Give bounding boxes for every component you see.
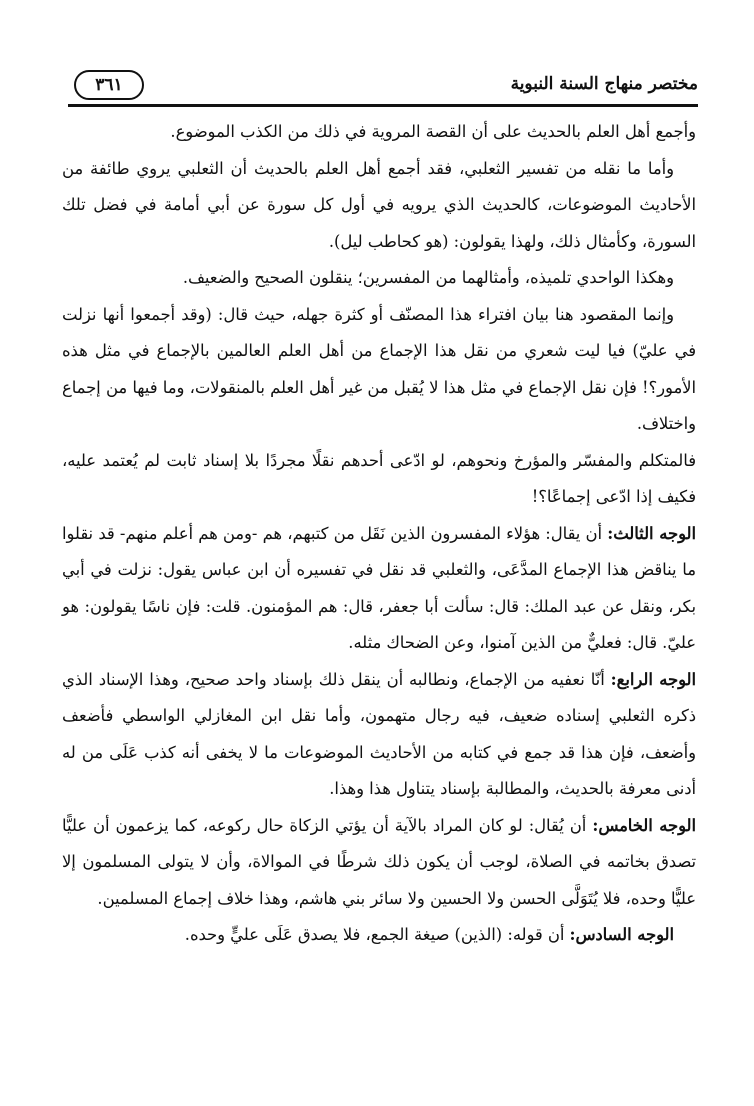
paragraph-text: وهكذا الواحدي تلميذه، وأمثالهما من المفسرين؛ ينقلون الصحيح والضعيف. — [182, 268, 674, 287]
paragraph — [62, 917, 696, 954]
page-number-badge: ٣٦١ — [74, 70, 144, 100]
paragraph-lead: الوجه الثالث: — [607, 523, 696, 543]
paragraph-text: أن قوله: (الذين) صيغة الجمع، فلا يصدق عَلَى عليٍّ وحده. — [184, 925, 570, 944]
paragraph-text: أنّا نعفيه من الإجماع، ونطالبه أن ينقل ذلك بإسناد واحد صحيح، وهذا الإسناد الذي ذكره الثعلبي إسناده ضعيف، فيه رجال متهمون، وأما نقل ابن المغازلي الواسطي فأضعف وأضعف، فإن هذا قد جمع في كتابه من الأحاديث الموضوعات ما لا يخفى أنه كذب عَلَى من له أدنى معرفة بالحديث، والمطالبة بإسناد يتناول هذا وهذا. — [62, 669, 696, 798]
paragraph — [62, 662, 696, 808]
paragraph — [62, 260, 696, 297]
page-header — [74, 68, 698, 108]
paragraph-text: وإنما المقصود هنا بيان افتراء هذا المصنّف أو كثرة جهله، حيث قال: (وقد أجمعوا أنها نزلت في عليّ) فيا ليت شعري من نقل هذا الإجماع من أهل العلم العالمين بالإجماع في مثل هذه الأمور؟! فإن نقل الإجماع في مثل هذا لا يُقبل من غير أهل العلم بالمنقولات، وما فيها من إجماع واختلاف. — [62, 304, 696, 433]
paragraph-lead: الوجه السادس: — [569, 925, 674, 944]
paragraph-text: فالمتكلم والمفسّر والمؤرخ ونحوهم، لو ادّعى أحدهم نقلًا مجردًا بلا إسناد ثابت لم يُعتمد عليه، فكيف إذا ادّعى إجماعًا؟! — [62, 450, 696, 506]
paragraph — [62, 808, 696, 918]
paragraph-text: وأما ما نقله من تفسير الثعلبي، فقد أجمع أهل العلم بالحديث أن الثعلبي يروي طائفة من الأحاديث الموضوعات، كالحديث الذي يرويه في أول كل سورة عن أبي أمامة في فضل تلك السورة، وكأمثال ذلك، ولهذا يقولون: (هو كحاطب ليل). — [62, 158, 696, 251]
body-text — [62, 114, 696, 954]
paragraph-lead: الوجه الرابع: — [610, 669, 696, 689]
paragraph — [62, 443, 696, 516]
running-title: مختصر منهاج السنة النبوية — [510, 74, 698, 94]
paragraph — [62, 516, 696, 662]
paragraph — [62, 297, 696, 443]
paragraph — [62, 151, 696, 261]
paragraph-lead: الوجه الخامس: — [592, 815, 696, 835]
paragraph-text: أن يقال: هؤلاء المفسرون الذين نَقَل من كتبهم، هم -ومن هم أعلم منهم- قد نقلوا ما يناقض هذا الإجماع المدَّعَى، والثعلبي قد نقل في تفسيره أن ابن عباس يقول: نزلت في أبي بكر، ونقل عن عبد الملك: قال: سألت أبا جعفر، قال: هم المؤمنون. قلت: فإن ناسًا يقولون: هو عليّ. قال: فعليٌّ من الذين آمنوا، وعن الضحاك مثله. — [62, 523, 696, 652]
paragraph — [62, 114, 696, 151]
paragraph-text: أن يُقال: لو كان المراد بالآية أن يؤتي الزكاة حال ركوعه، كما يزعمون أن عليًّا تصدق بخاتمه في الصلاة، لوجب أن يكون ذلك شرطًا في الموالاة، وأن لا يتولى المسلمون إلا عليًّا وحده، فلا يُتَوَلَّى الحسن ولا الحسين ولا سائر بني هاشم، وهذا خلاف إجماع المسلمين. — [62, 815, 696, 908]
paragraph-text: وأجمع أهل العلم بالحديث على أن القصة المروية في ذلك من الكذب الموضوع. — [170, 122, 696, 141]
header-divider — [68, 104, 698, 107]
